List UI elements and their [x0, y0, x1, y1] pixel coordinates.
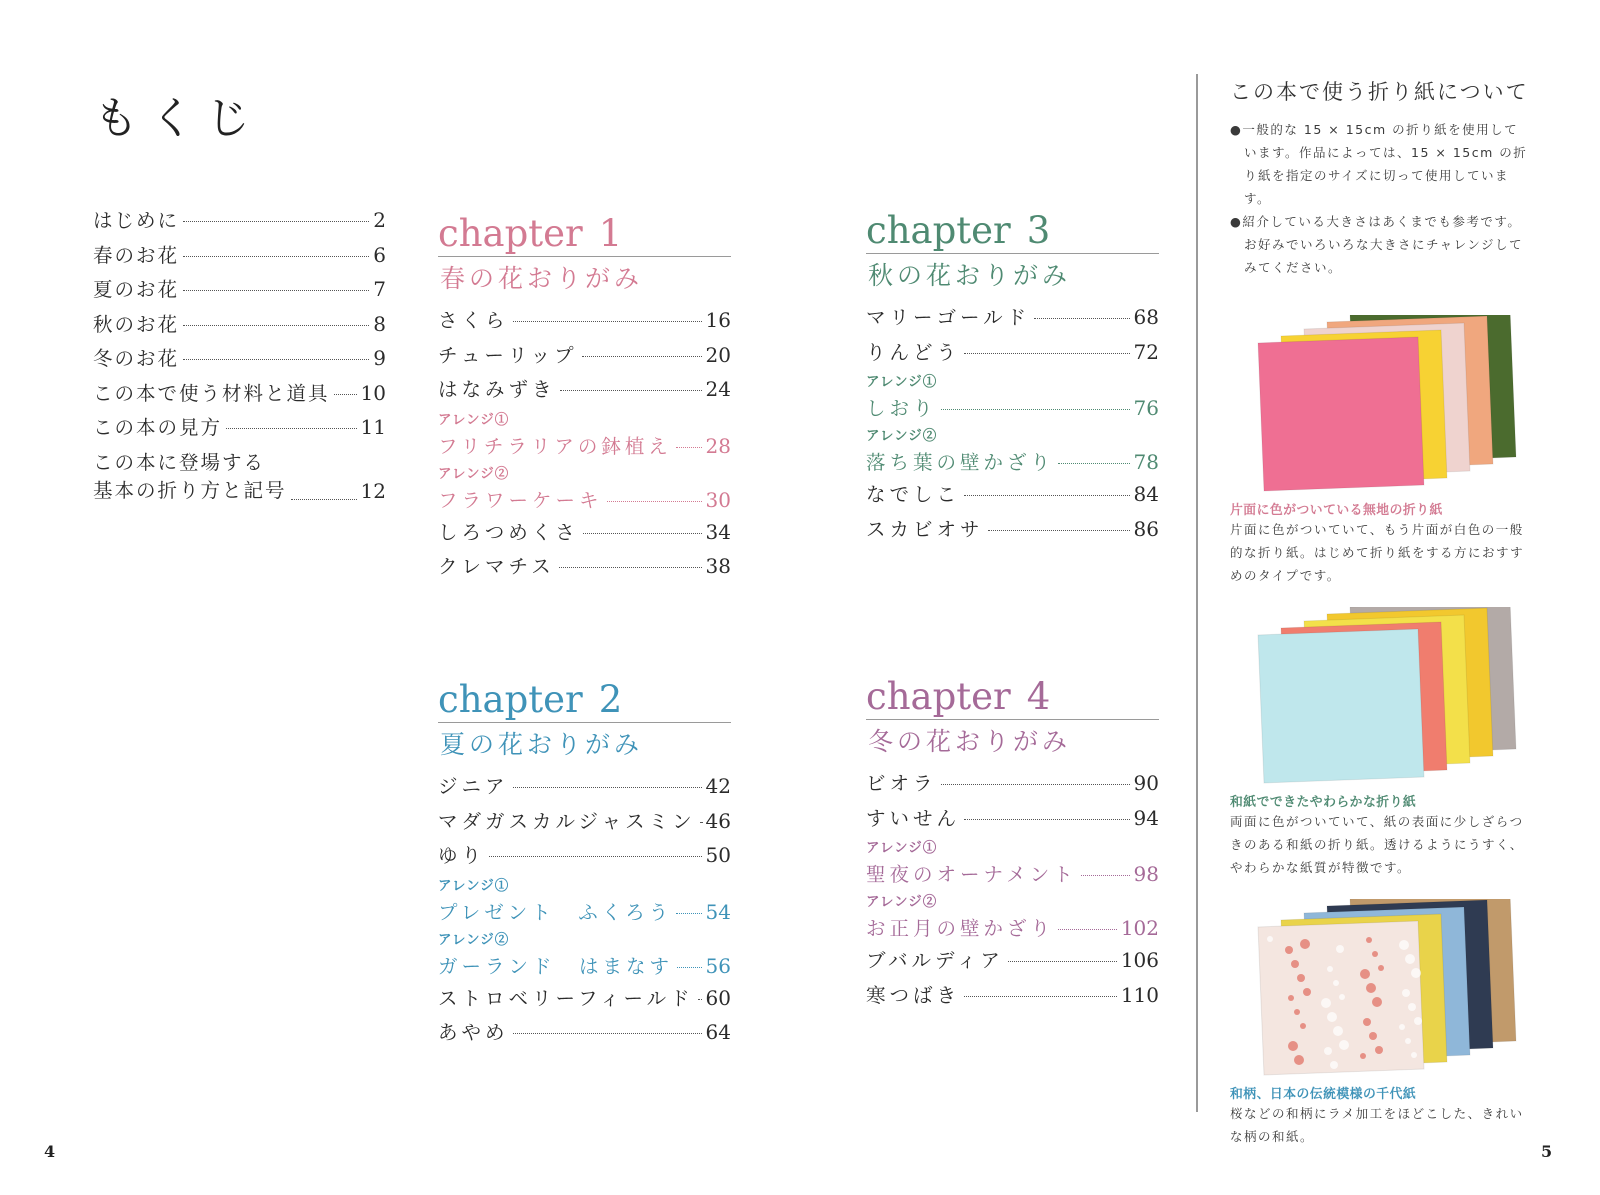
- chapter-contents: [438, 303, 731, 584]
- arrange-leader-dots: [676, 913, 701, 914]
- chapter-entry-label: ジニア: [438, 775, 509, 798]
- arrange-row[interactable]: [438, 897, 731, 927]
- chapter-entry-leader-dots: [513, 787, 702, 788]
- chapter-2: [438, 672, 731, 1050]
- arrange-label: お正月の壁かざり: [866, 917, 1055, 940]
- chapter-entry-label: マダガスカルジャスミン: [438, 809, 696, 833]
- chapter-entry-label: ゆり: [438, 844, 486, 867]
- toc-entry-label: 春のお花: [93, 243, 180, 267]
- toc-entry-label: 夏のお花: [93, 278, 180, 301]
- arrange-tag: アレンジ①: [866, 840, 938, 856]
- flower-pattern-dot: [1411, 1052, 1417, 1058]
- flower-pattern-dot: [1321, 998, 1331, 1008]
- chapter-entry-leader-dots: [513, 321, 702, 322]
- toc-entry-label: はじめに: [93, 209, 180, 232]
- chapter-entry-page-number: 90: [1133, 771, 1159, 795]
- page-number-right: 5: [1541, 1142, 1553, 1161]
- chapter-entry-row[interactable]: [866, 801, 1159, 836]
- page-title: もくじ: [94, 93, 262, 144]
- paper-description: 片面に色がついていて、もう片面が白色の一般的な折り紙。はじめて折り紙をする方におすすめのタイプです。: [1230, 522, 1525, 583]
- flower-pattern-dot: [1303, 988, 1311, 996]
- flower-pattern-dot: [1414, 1017, 1422, 1025]
- flower-pattern-dot: [1267, 936, 1273, 942]
- origami-paper-illustration: [1230, 315, 1530, 495]
- arrange-page-number: 54: [705, 899, 731, 924]
- toc-entry-leader-dots: [334, 394, 357, 395]
- chapter-entry-row[interactable]: [438, 372, 731, 407]
- toc-entry-row[interactable]: [93, 410, 386, 445]
- chapter-entry-leader-dots: [489, 856, 702, 857]
- arrange-row[interactable]: [438, 485, 731, 515]
- arrange-page-number: 30: [705, 487, 731, 512]
- flower-pattern-dot: [1375, 1046, 1383, 1054]
- toc-entry-label: この本で使う材料と道具: [93, 381, 330, 405]
- chapter-entry-page-number: 20: [705, 342, 731, 367]
- chapter-entry-label: なでしこ: [866, 483, 961, 506]
- flower-pattern-dot: [1360, 969, 1370, 979]
- chapter-entry-page-number: 110: [1120, 982, 1159, 1007]
- chapter-entry-page-number: 68: [1133, 305, 1159, 329]
- flower-pattern-dot: [1411, 968, 1421, 978]
- chapter-entry-leader-dots: [988, 530, 1130, 531]
- chapter-3: [866, 203, 1159, 546]
- flower-pattern-dot: [1378, 965, 1384, 971]
- chapter-entry-label: さくら: [438, 309, 509, 332]
- arrange-row[interactable]: [866, 393, 1159, 423]
- chapter-entry-leader-dots: [1008, 961, 1117, 962]
- flower-pattern-dot: [1366, 937, 1372, 943]
- chapter-entry-leader-dots: [964, 353, 1130, 354]
- flower-pattern-dot: [1300, 1023, 1306, 1029]
- flower-pattern-dot: [1291, 960, 1299, 968]
- arrange-page-number: 76: [1133, 396, 1159, 420]
- flower-pattern-dot: [1285, 946, 1293, 954]
- chapter-entry-page-number: 94: [1133, 805, 1159, 830]
- arrange-tag: アレンジ①: [866, 374, 938, 390]
- flower-pattern-dot: [1300, 939, 1310, 949]
- side-notes: [1230, 118, 1530, 279]
- flower-pattern-dot: [1363, 1018, 1371, 1026]
- note-text: ●紹介している大きさはあくまでも参考です。お好みでいろいろな大きさにチャレンジしてみてください。: [1230, 214, 1524, 275]
- chapter-word: chapter: [866, 209, 1011, 252]
- arrange-entry: [438, 411, 731, 461]
- arrange-leader-dots: [677, 967, 702, 968]
- chapter-entry-leader-dots: [964, 996, 1117, 997]
- flower-pattern-dot: [1327, 1012, 1337, 1022]
- chapter-entry-leader-dots: [559, 567, 702, 568]
- chapter-entry-leader-dots: [1034, 318, 1129, 319]
- chapter-subtitle: 夏の花おりがみ: [440, 730, 644, 759]
- paper-description: 桜などの和柄にラメ加工をほどこした、きれいな柄の和紙。: [1230, 1106, 1524, 1144]
- toc-entry-label: 秋のお花: [93, 312, 180, 336]
- arrange-tag: アレンジ②: [866, 428, 938, 444]
- flower-pattern-dot: [1333, 980, 1339, 986]
- toc-entry-label: 冬のお花: [93, 347, 180, 370]
- flower-pattern-dot: [1327, 966, 1333, 972]
- toc-entry-row[interactable]: [93, 449, 386, 505]
- origami-paper-illustration: [1230, 899, 1530, 1079]
- chapter-entry-leader-dots: [560, 390, 702, 391]
- arrange-label: 聖夜のオーナメント: [866, 863, 1077, 886]
- chapter-entry-leader-dots: [583, 533, 702, 534]
- chapter-entry-row[interactable]: [866, 943, 1159, 978]
- chapter-number: 1: [598, 212, 623, 255]
- chapter-entry-page-number: 24: [705, 377, 731, 401]
- chapter-entry-label: はなみずき: [438, 378, 556, 401]
- chapter-entry-row[interactable]: [866, 477, 1159, 512]
- chapter-entry-row[interactable]: [438, 515, 731, 550]
- toc-entry-page-number: 7: [373, 277, 386, 301]
- toc-entry-page-number: 11: [360, 415, 386, 439]
- chapter-entry-row[interactable]: [866, 766, 1159, 801]
- toc-entry-page-number: 8: [373, 311, 386, 336]
- flower-pattern-dot: [1288, 995, 1294, 1001]
- flower-pattern-dot: [1399, 1024, 1405, 1030]
- arrange-label: フラワーケーキ: [438, 488, 603, 512]
- toc-entry-leader-dots: [183, 290, 369, 291]
- chapter-entry-leader-dots: [513, 1033, 702, 1034]
- chapter-entry-page-number: 16: [705, 308, 731, 332]
- chapter-1: [438, 206, 731, 584]
- toc-entry-leader-dots: [183, 256, 369, 257]
- arrange-label: しおり: [866, 397, 937, 420]
- chapter-entry-row[interactable]: [438, 769, 731, 804]
- chapter-entry-row[interactable]: [438, 1015, 731, 1050]
- toc-entry-page-number: 10: [360, 380, 386, 405]
- flower-pattern-dot: [1330, 1061, 1338, 1069]
- origami-paper-info: [1230, 76, 1530, 1148]
- arrange-page-number: 78: [1133, 450, 1159, 474]
- chapter-entry-page-number: 46: [705, 808, 731, 833]
- toc-entry-page-number: 6: [373, 242, 386, 267]
- arrange-leader-dots: [1058, 929, 1117, 930]
- chapter-word: chapter: [438, 678, 583, 721]
- chapter-number: 3: [1026, 209, 1051, 252]
- flower-pattern-dot: [1333, 1026, 1343, 1036]
- flower-pattern-dot: [1405, 954, 1415, 964]
- chapter-entry-row[interactable]: [438, 549, 731, 584]
- chapter-entry-page-number: 86: [1133, 516, 1159, 541]
- chapter-entry-leader-dots: [582, 356, 702, 357]
- chapter-subtitle: 秋の花おりがみ: [868, 261, 1072, 290]
- arrange-tag: アレンジ②: [438, 931, 510, 948]
- flower-pattern-dot: [1336, 945, 1344, 953]
- arrange-label: フリチラリアの鉢植え: [438, 434, 672, 458]
- chapter-number: 2: [598, 678, 623, 721]
- chapter-subtitle: 冬の花おりがみ: [868, 727, 1072, 756]
- chapter-word: chapter: [438, 212, 583, 255]
- chapter-entry-row[interactable]: [866, 300, 1159, 335]
- general-toc: [93, 203, 386, 505]
- flower-pattern-dot: [1366, 983, 1376, 993]
- chapter-entry-page-number: 72: [1133, 339, 1159, 364]
- chapter-entry-leader-dots: [964, 819, 1130, 820]
- chapter-entry-label: ブバルディア: [866, 949, 1004, 972]
- arrange-page-number: 56: [705, 953, 731, 978]
- chapter-number: 4: [1026, 675, 1051, 718]
- note-text: ●一般的な 15 × 15cm の折り紙を使用しています。作品によっては、15 × 15cm の折り紙を指定のサイズに切って使用しています。: [1230, 122, 1528, 206]
- chapter-entry-row[interactable]: [438, 838, 731, 873]
- chapter-contents: [866, 300, 1159, 546]
- chapter-entry-label: しろつめくさ: [438, 520, 579, 544]
- flower-pattern-dot: [1372, 997, 1382, 1007]
- chapter-entry-row[interactable]: [866, 512, 1159, 547]
- arrange-row[interactable]: [866, 447, 1159, 477]
- chapter-entry-page-number: 34: [705, 519, 731, 544]
- chapter-entry-label: すいせん: [866, 806, 961, 830]
- arrange-tag: アレンジ②: [438, 465, 510, 482]
- toc-entry-page-number: 12: [360, 478, 386, 503]
- flower-pattern-dot: [1339, 994, 1345, 1000]
- paper-description: 両面に色がついていて、紙の表面に少しざらつきのある和紙の折り紙。透けるようにうすく、やわらかな紙質が特徴です。: [1230, 814, 1524, 875]
- chapter-contents: [866, 766, 1159, 1012]
- toc-entry-row[interactable]: [93, 307, 386, 342]
- chapter-entry-row[interactable]: [438, 804, 731, 839]
- arrange-page-number: 98: [1133, 862, 1159, 886]
- toc-entry-row[interactable]: [93, 203, 386, 238]
- chapter-entry-row[interactable]: [866, 978, 1159, 1013]
- flower-pattern-dot: [1402, 989, 1410, 997]
- toc-entry-leader-dots: [183, 359, 369, 360]
- arrange-row[interactable]: [866, 913, 1159, 943]
- column-divider: [1196, 74, 1198, 1112]
- flower-pattern-dot: [1360, 1053, 1366, 1059]
- toc-entry-label: この本の見方: [93, 416, 223, 439]
- chapter-entry-row[interactable]: [438, 981, 731, 1016]
- toc-entry-row[interactable]: [93, 238, 386, 273]
- arrange-entry: [438, 465, 731, 515]
- arrange-leader-dots: [1081, 875, 1130, 876]
- flower-pattern-dot: [1294, 1055, 1304, 1065]
- toc-entry-leader-dots: [183, 325, 369, 326]
- chapter-entry-row[interactable]: [438, 338, 731, 373]
- arrange-page-number: 102: [1120, 916, 1159, 940]
- chapter-entry-page-number: 42: [705, 774, 731, 798]
- chapter-entry-leader-dots: [700, 822, 702, 823]
- paper-sheet: [1258, 629, 1424, 783]
- toc-entry-leader-dots: [183, 221, 369, 222]
- arrange-entry: [866, 893, 1159, 943]
- chapter-entry-label: りんどう: [866, 340, 961, 364]
- chapter-entry-label: あやめ: [438, 1021, 509, 1044]
- chapter-contents: [438, 769, 731, 1050]
- page-number-left: 4: [44, 1142, 56, 1161]
- toc-entry-page-number: 2: [373, 208, 386, 232]
- chapter-entry-leader-dots: [698, 999, 702, 1000]
- arrange-entry: [438, 931, 731, 981]
- toc-entry-row[interactable]: [93, 341, 386, 376]
- arrange-entry: [438, 877, 731, 927]
- toc-entry-row[interactable]: [93, 272, 386, 307]
- paper-caption: 和柄、日本の伝統模様の千代紙: [1230, 1087, 1417, 1102]
- flower-pattern-dot: [1339, 1040, 1349, 1050]
- flower-pattern-dot: [1297, 974, 1305, 982]
- chapter-entry-page-number: 64: [705, 1020, 731, 1044]
- arrange-entry: [866, 839, 1159, 889]
- paper-caption: 和紙でできたやわらかな折り紙: [1230, 795, 1417, 810]
- arrange-row[interactable]: [438, 951, 731, 981]
- arrange-row[interactable]: [866, 859, 1159, 889]
- side-heading: この本で使う折り紙について: [1230, 80, 1529, 104]
- flower-pattern-dot: [1372, 951, 1378, 957]
- chapter-entry-leader-dots: [941, 784, 1130, 785]
- flower-pattern-dot: [1399, 940, 1409, 950]
- flower-pattern-dot: [1405, 1038, 1411, 1044]
- flower-pattern-dot: [1288, 1041, 1298, 1051]
- chapter-entry-label: クレマチス: [438, 555, 555, 578]
- chapter-entry-row[interactable]: [866, 335, 1159, 370]
- arrange-leader-dots: [607, 501, 702, 502]
- chapter-entry-label: マリーゴールド: [866, 306, 1031, 329]
- chapter-heading: [866, 669, 1159, 720]
- paper-types: [1230, 315, 1530, 1148]
- flower-pattern-dot: [1294, 1009, 1300, 1015]
- paper-caption: 片面に色がついている無地の折り紙: [1230, 503, 1443, 518]
- chapter-entry-label: 寒つばき: [866, 983, 961, 1007]
- flower-pattern-dot: [1324, 1047, 1332, 1055]
- chapter-entry-label: スカビオサ: [866, 517, 984, 541]
- chapter-entry-row[interactable]: [438, 303, 731, 338]
- arrange-entry: [866, 373, 1159, 423]
- origami-paper-illustration: [1230, 607, 1530, 787]
- arrange-tag: アレンジ①: [438, 411, 510, 428]
- chapter-entry-page-number: 106: [1120, 948, 1159, 972]
- chapter-entry-label: ストロベリーフィールド: [438, 986, 694, 1010]
- chapter-entry-label: ビオラ: [866, 772, 937, 795]
- arrange-row[interactable]: [438, 431, 731, 461]
- flower-pattern-dot: [1369, 1032, 1377, 1040]
- arrange-leader-dots: [941, 409, 1130, 410]
- arrange-tag: アレンジ②: [866, 894, 938, 910]
- chapter-subtitle: 春の花おりがみ: [440, 264, 644, 293]
- arrange-label: ガーランド はまなす: [438, 954, 674, 978]
- toc-entry-leader-dots: [226, 428, 357, 429]
- toc-entry-row[interactable]: [93, 376, 386, 411]
- flower-pattern-dot: [1408, 1003, 1416, 1011]
- paper-sheet: [1258, 337, 1424, 491]
- chapter-entry-leader-dots: [964, 495, 1130, 496]
- chapter-entry-page-number: 60: [705, 985, 731, 1010]
- chapter-entry-page-number: 50: [705, 843, 731, 867]
- chapter-entry-label: チューリップ: [438, 343, 578, 367]
- toc-entry-leader-dots: [291, 499, 357, 500]
- chapter-entry-page-number: 84: [1133, 482, 1159, 506]
- arrange-leader-dots: [1058, 463, 1130, 464]
- chapter-entry-page-number: 38: [705, 554, 731, 578]
- toc-entry-page-number: 9: [373, 346, 386, 370]
- arrange-page-number: 28: [705, 433, 731, 458]
- chapter-heading: [866, 203, 1159, 254]
- arrange-label: プレゼント ふくろう: [438, 900, 673, 924]
- arrange-leader-dots: [676, 447, 702, 448]
- chapter-heading: [438, 672, 731, 723]
- chapter-heading: [438, 206, 731, 257]
- chapter-word: chapter: [866, 675, 1011, 718]
- chapter-4: [866, 669, 1159, 1012]
- arrange-tag: アレンジ①: [438, 877, 510, 894]
- toc-entry-label: この本に登場する 基本の折り方と記号: [93, 450, 287, 502]
- arrange-entry: [866, 427, 1159, 477]
- arrange-label: 落ち葉の壁かざり: [866, 451, 1055, 474]
